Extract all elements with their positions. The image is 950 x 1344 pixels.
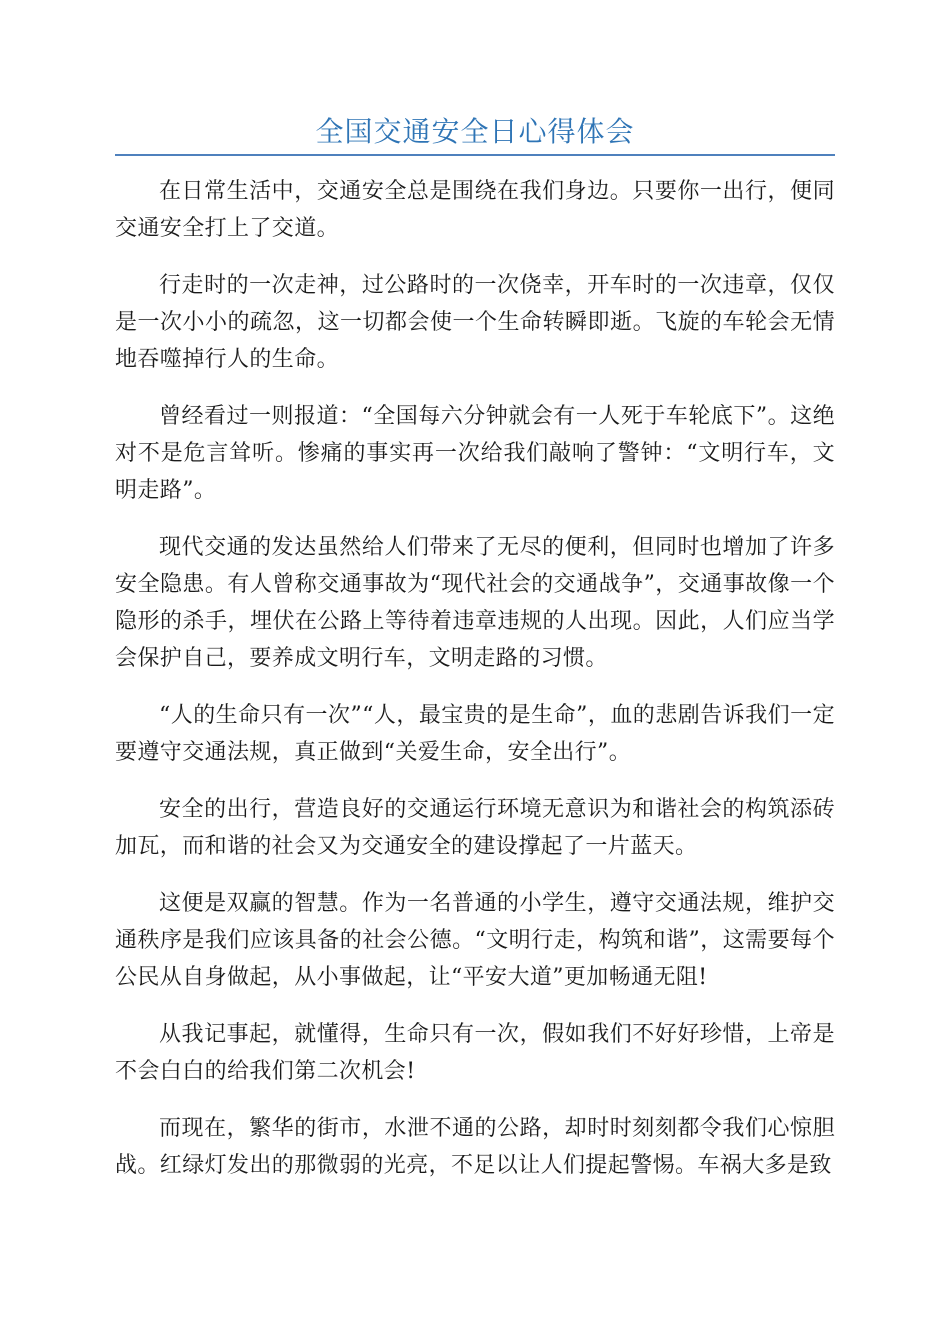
document-body (115, 173, 835, 1204)
title-underline (115, 154, 835, 156)
paragraph: “人的生命只有一次”“人，最宝贵的是生命”，血的悲剧告诉我们一定要遵守交通法规，真正做到“关爱生命，安全出行”。 (115, 703, 835, 765)
paragraph: 现代交通的发达虽然给人们带来了无尽的便利，但同时也增加了许多安全隐患。有人曾称交通事故为“现代社会的交通战争”，交通事故像一个隐形的杀手，埋伏在公路上等待着违章违规的人出现。因此，人们应当学会保护自己，要养成文明行车，文明走路的习惯。 (115, 535, 835, 671)
paragraph: 行走时的一次走神，过公路时的一次侥幸，开车时的一次违章，仅仅是一次小小的疏忽，这一切都会使一个生命转瞬即逝。飞旋的车轮会无情地吞噬掉行人的生命。 (115, 273, 835, 372)
paragraph: 安全的出行，营造良好的交通运行环境无意识为和谐社会的构筑添砖加瓦，而和谐的社会又为交通安全的建设撑起了一片蓝天。 (115, 797, 835, 859)
paragraph: 从我记事起，就懂得，生命只有一次，假如我们不好好珍惜，上帝是不会白白的给我们第二次机会! (115, 1022, 835, 1084)
paragraph: 这便是双赢的智慧。作为一名普通的小学生，遵守交通法规，维护交通秩序是我们应该具备的社会公德。“文明行走，构筑和谐”，这需要每个公民从自身做起，从小事做起，让“平安大道”更加畅通无阻! (115, 891, 835, 990)
paragraph: 而现在，繁华的街市，水泄不通的公路，却时时刻刻都令我们心惊胆战。红绿灯发出的那微弱的光亮，不足以让人们提起警惕。车祸大多是致 (115, 1116, 835, 1178)
page-title: 全国交通安全日心得体会 (315, 115, 635, 148)
paragraph: 曾经看过一则报道：“全国每六分钟就会有一人死于车轮底下”。这绝对不是危言耸听。惨痛的事实再一次给我们敲响了警钟：“文明行车，文明走路”。 (115, 404, 835, 503)
paragraph: 在日常生活中，交通安全总是围绕在我们身边。只要你一出行，便同交通安全打上了交道。 (115, 179, 835, 241)
